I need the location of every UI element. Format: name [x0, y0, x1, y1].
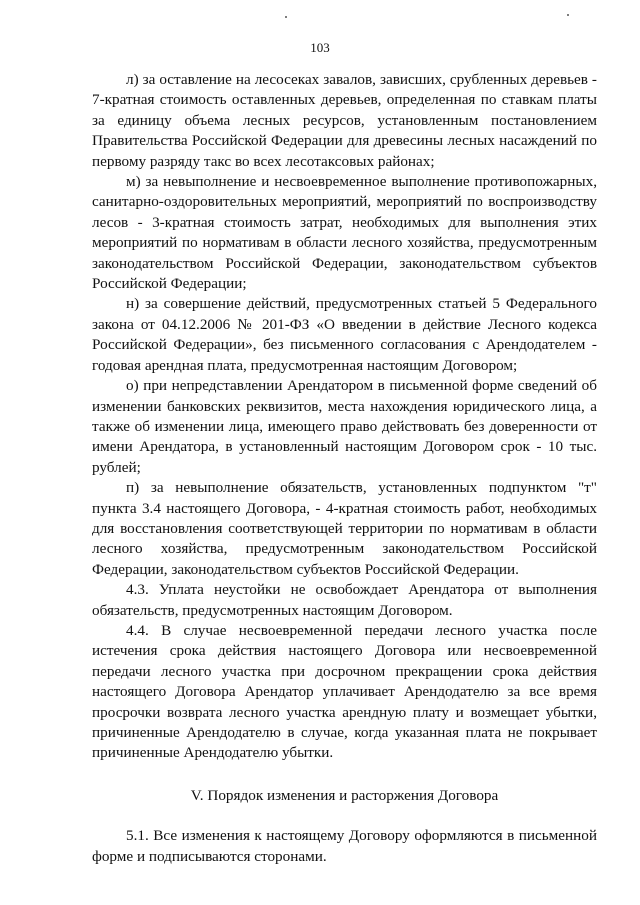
clause-m: м) за невыполнение и несвоевременное выполнение противопожарных, санитарно-оздоровительных мероприятий, мероприятий по воспроизводству лесов - 3-кратная стоимость затрат, необходимых для выполнения этих мероприятий по нормативам в области лесного хозяйства, предусмотренным законодательством Российской Федерации, законодательством субъектов Российской Федерации;: [92, 173, 597, 293]
clause-4-3: 4.3. Уплата неустойки не освобождает Арендатора от выполнения обязательств, предусмотренных настоящим Договором.: [92, 581, 597, 619]
clause-p: п) за невыполнение обязательств, установленных подпунктом "т" пункта 3.4 настоящего Договора, - 4-кратная стоимость работ, необходимых для восстановления соответствующей территории по нормативам в области лесного хозяйства, предусмотренным законодательством Российской Федерации, законодательством субъектов Российской Федерации.: [92, 479, 597, 578]
scan-speck: [567, 14, 569, 16]
clause-o: о) при непредставлении Арендатором в письменной форме сведений об изменении банковских реквизитов, места нахождения юридического лица, а также об изменении лица, имеющего право действовать без доверенности от имени Арендатора, в установленный настоящим Договором срок - 10 тыс. рублей;: [92, 377, 597, 476]
clause-4-4: 4.4. В случае несвоевременной передачи лесного участка после истечения срока действия настоящего Договора или несвоевременной передачи лесного участка при досрочном прекращении срока действия настоящего Договора Арендатор уплачивает Арендодателю за все время просрочки возврата лесного участка арендную плату и возмещает убытки, причиненные Арендодателю в случае, когда указанная плата не покрывает причиненные Арендодателю убытки.: [92, 621, 597, 762]
document-body: [92, 70, 597, 867]
page-number: 103: [310, 40, 330, 55]
clause-l: л) за оставление на лесосеках завалов, зависших, срубленных деревьев - 7-кратная стоимость оставленных деревьев, определенная по ставкам платы за единицу объема лесных ресурсов, установленным постановлением Правительства Российской Федерации для древесины лесных насаждений по первому разряду такс во всех лесотаксовых районах;: [92, 71, 597, 170]
section-heading: V. Порядок изменения и расторжения Договора: [190, 786, 499, 804]
clause-5-1: 5.1. Все изменения к настоящему Договору оформляются в письменной форме и подписываются сторонами.: [92, 827, 597, 865]
scan-speck: [285, 16, 287, 18]
clause-n: н) за совершение действий, предусмотренных статьей 5 Федерального закона от 04.12.2006 № 201-ФЗ «О введении в действие Лесного кодекса Российской Федерации», без письменного согласования с Арендодателем - годовая арендная плата, предусмотренная настоящим Договором;: [92, 295, 597, 374]
